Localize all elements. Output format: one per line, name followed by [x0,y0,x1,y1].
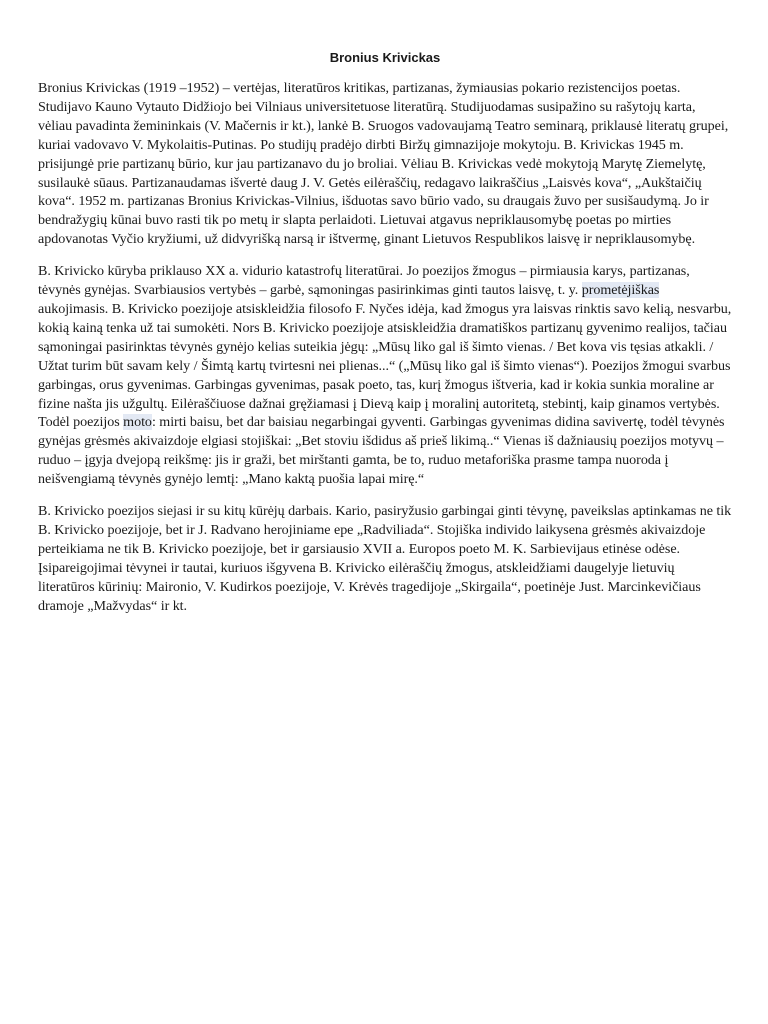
document-title: Bronius Krivickas [329,50,441,65]
paragraph-text: : mirti baisu, bet dar baisiau negarbingai gyventi. Garbingas gyvenimas didina savivertę, todėl tėvynės gynėjas grėsmės akivaizdoje elgiasi stojiškai: „Bet stoviu išdidus aš prieš likimą..“ Vienas iš dažniausių poezijos motyvų – ruduo – įgyja dvejopą reikšmę: jis ir graži, bet mirštanti gamta, be to, ruduo metaforiška prasme tampa nuoroda į neišvengiamą tėvynės gynėjo lemtį: „Mano kaktą puošia lapai mirę.“ [38,414,725,488]
paragraph-text: Bronius Krivickas (1919 –1952) – vertėjas, literatūros kritikas, partizanas, žymiausias pokario rezistencijos poetas. Studijavo Kauno Vytauto Didžiojo bei Vilniaus universitetuose literatūrą. Studijuodamas susipažino su rašytojų karta, vėliau pavadinta žemininkais (V. Mačernis ir kt.), lankė B. Sruogos vadovaujamą Teatro seminarą, priklausė literatų grupei, kuriai vadovavo V. Mykolaitis-Putinas. Po studijų pradėjo dirbti Biržų gimnazijoje mokytoju. B. Krivickas 1945 m. prisijungė prie partizanų būrio, kur jau partizanavo du jo broliai. Vėliau B. Krivickas vedė mokytoją Marytę Ziemelytę, susilaukė sūaus. Partizanaudamas išvertė daug J. V. Getės eilėraščių, redagavo laikraščius „Laisvės kova“, „Aukštaičių kova“. 1952 m. partizanas Bronius Krivickas-Vilnius, išduotas savo būrio vado, su draugais žuvo per susišaudymą. Jo ir bendražygių kūnai buvo rasti tik po metų ir slapta perlaidoti. Lietuvai atgavus nepriklausomybę poetas po mirties apdovanotas Vyčio kryžiumi, už didvyrišką narsą ir ištvermę, ginant Lietuvos Respublikos laisvę ir nepriklausomybę. [38,80,729,248]
highlighted-word: prometėjiškas [581,282,660,299]
document-page [38,36,732,628]
paragraph-text: B. Krivicko poezijos siejasi ir su kitų kūrėjų darbais. Kario, pasiryžusio garbingai ginti tėvynę, paveikslas aptinkamas ne tik B. Krivicko poezijoje, bet ir J. Radvano herojiniame epe „Radviliada“. Stojiška individo laikysena grėsmės akivaizdoje perteikiama ne tik B. Krivicko poezijoje, bet ir garsiausio XVII a. Europos poeto M. K. Sarbievijaus etinėse odėse. Įsipareigojimai tėvynei ir tautai, kuriuos išgyvena B. Krivicko eilėraščių žmogus, atskleidžiami daugelyje lietuvių literatūros kūrinių: Maironio, V. Kudirkos poezijoje, V. Krėvės tragedijoje „Skirgaila“, poetinėje Just. Marcinkevičiaus dramoje „Mažvydas“ ir kt. [38,503,732,614]
paragraph-literary-links [38,502,732,615]
paragraph-creative-work [38,262,732,489]
paragraph-text: B. Krivicko kūryba priklauso XX a. vidurio katastrofų literatūrai. Jo poezijos žmogus – pirmiausia karys, partizanas, tėvynės gynėjas. Svarbiausios vertybės – garbė, sąmoningas pasirinkimas ginti tautos laisvę, t. y. [38,263,690,299]
paragraph-biography [38,79,732,249]
paragraph-text: aukojimasis. B. Krivicko poezijoje atsiskleidžia filosofo F. Nyčes idėja, kad žmogus yra laisvas rinktis savo kelią, nesvarbu, kokią kainą tenka už tai sumokėti. Nors B. Krivicko poezijoje atsiskleidžia dramatiškos partizanų gyvenimo realijos, tačiau sąmoningai pasirinktas tėvynės gynėjo kelias suteikia jėgų: „Mūsų liko gal iš šimto vienas. / Bet kova vis tęsias atkakli. / Užtat turim būt savam kely / Šimtą kartų tvirtesni nei plienas...“ („Mūsų liko gal iš šimto vienas“). Poezijos žmogui svarbus garbingas, orus gyvenimas. Garbingas gyvenimas, pasak poeto, tas, kurį žmogus ištveria, kad ir kokia sunkia moraline ar fizine našta jis užgultų. Eilėraščiuose dažnai gręžiamasi į Dievą kaip į moralinį autoritetą, stebintį, kaip ginamos vertybės. Todėl poezijos [38,300,732,431]
highlighted-word: moto [123,414,152,431]
